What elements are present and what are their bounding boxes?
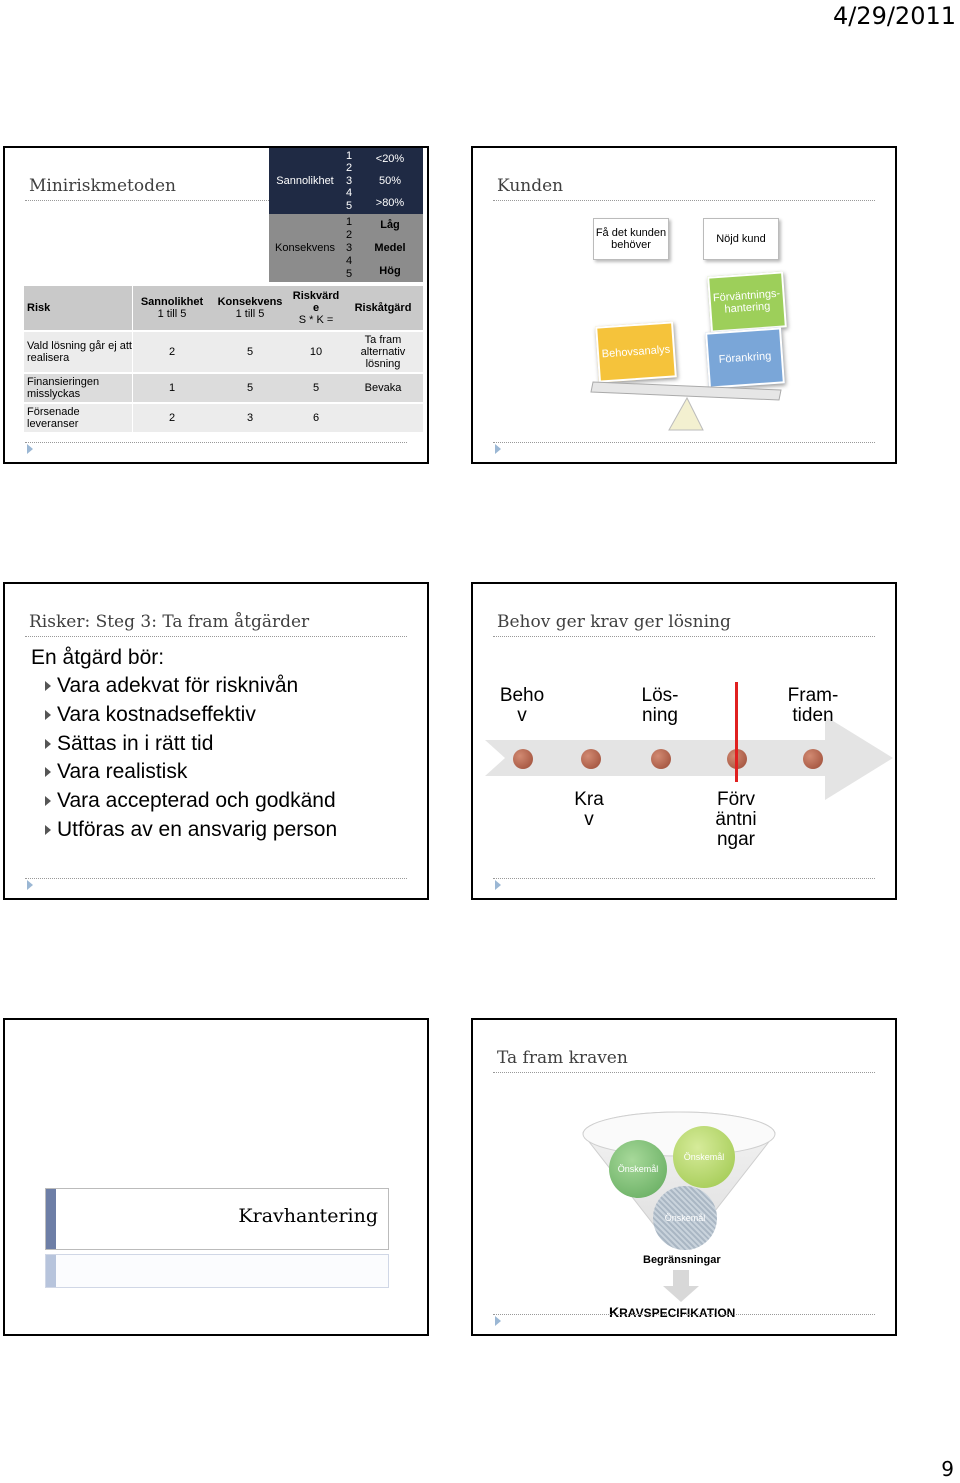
table-row-1-k: 5: [211, 332, 289, 372]
timeline-dot: [651, 749, 671, 769]
col-riskatgard-header: Riskåtgärd: [343, 286, 423, 330]
section-accent: [46, 1255, 56, 1287]
label-forvantningar: Förv äntni ngar: [715, 789, 757, 850]
scale-k-level-1: Låg: [357, 214, 423, 236]
scale-sannolikhet-label: Sannolikhet: [269, 148, 341, 214]
block-behovsanalys: Behovsanalys: [595, 321, 677, 382]
down-arrow-icon: [663, 1270, 699, 1304]
timeline-dot: [803, 749, 823, 769]
slide-title: Miniriskmetoden: [29, 176, 176, 196]
title-divider: [25, 636, 407, 637]
play-arrow-icon: [27, 444, 33, 454]
list-item: Vara realistisk: [45, 760, 187, 784]
list-item: Vara kostnadseffektiv: [45, 703, 256, 727]
title-divider: [493, 1072, 875, 1073]
constraint-label: Begränsningar: [643, 1254, 721, 1266]
scale-s-level-2: 50%: [357, 170, 423, 192]
table-row-3-atgard: [343, 404, 423, 432]
bullet-arrow-icon: [45, 681, 51, 691]
slide-kravhantering: [3, 1018, 429, 1336]
wish-circle-3: Önskemål: [653, 1186, 717, 1250]
timeline-dot: [513, 749, 533, 769]
scale-s-level-3: >80%: [357, 192, 423, 214]
table-row-1-atgard: Ta fram alternativ lösning: [343, 332, 423, 372]
slide-ta-fram-kraven: [471, 1018, 897, 1336]
col-riskvarde-header: Riskvärd e S * K =: [289, 286, 343, 330]
timeline-arrow: [485, 714, 895, 804]
result-label: KRAVSPECIFIKATION: [609, 1304, 736, 1320]
footer-divider: [25, 442, 407, 443]
label-losning: Lös- ning: [641, 685, 679, 726]
slide-kunden: [471, 146, 897, 464]
table-row-2-v: 5: [289, 374, 343, 402]
label-framtiden: Fram- tiden: [787, 685, 839, 726]
table-row-3-v: 6: [289, 404, 343, 432]
play-arrow-icon: [27, 880, 33, 890]
table-row-3-k: 3: [211, 404, 289, 432]
label-behov: Beho v: [499, 685, 545, 726]
play-arrow-icon: [495, 880, 501, 890]
lead-text: En åtgärd bör:: [31, 646, 165, 669]
table-row-1-v: 10: [289, 332, 343, 372]
col-risk-header-overlay: Risk: [24, 286, 132, 330]
scale-s-level-1: <20%: [357, 148, 423, 170]
current-marker: [735, 682, 738, 782]
list-item: Sättas in i rätt tid: [45, 732, 213, 756]
footer-divider: [493, 1314, 875, 1315]
list-item: Vara accepterad och godkänd: [45, 789, 336, 813]
slide-title: Kunden: [497, 176, 564, 196]
balance-scale-icon: [583, 370, 793, 432]
block-forvantningshantering: Förväntnings-hantering: [707, 271, 787, 332]
scale-k-level-2: Medel: [357, 236, 423, 260]
table-row-3-s: 2: [133, 404, 211, 432]
block-forankring: Förankring: [705, 327, 785, 388]
title-divider: [493, 636, 875, 637]
bullet-arrow-icon: [45, 767, 51, 777]
bullet-arrow-icon: [45, 825, 51, 835]
box-nojd-kund: Nöjd kund: [703, 218, 779, 260]
col-konsekvens-header: Konsekvens 1 till 5: [211, 286, 289, 330]
slide-title: Risker: Steg 3: Ta fram åtgärder: [29, 612, 310, 632]
table-row-1-s: 2: [133, 332, 211, 372]
play-arrow-icon: [495, 444, 501, 454]
scale-k-level-3: Hög: [357, 260, 423, 282]
section-title: Kravhantering: [238, 1205, 378, 1227]
table-row-3-risk-overlay: Försenade leveranser: [24, 404, 132, 432]
table-row-1-risk-overlay: Vald lösning går ej att realisera: [24, 332, 132, 372]
box-fa-det-kunden-behover: Få det kunden behöver: [593, 218, 669, 260]
timeline-dot: [581, 749, 601, 769]
footer-divider: [493, 442, 875, 443]
section-box-empty: [45, 1254, 389, 1288]
bullet-arrow-icon: [45, 710, 51, 720]
slide-title: Behov ger krav ger lösning: [497, 612, 731, 632]
header-date: 4/29/2011: [832, 2, 956, 30]
bullet-arrow-icon: [45, 739, 51, 749]
footer-divider: [493, 878, 875, 879]
table-row-2-risk-overlay: Finansieringen misslyckas: [24, 374, 132, 402]
play-arrow-icon: [495, 1316, 501, 1326]
table-row-2-k: 5: [211, 374, 289, 402]
title-divider: [493, 200, 875, 201]
wish-circle-1: Önskemål: [609, 1140, 667, 1198]
bullet-arrow-icon: [45, 796, 51, 806]
page-number: 9: [941, 1457, 954, 1481]
section-box: [45, 1188, 389, 1250]
slide-risker-steg-3: [3, 582, 429, 900]
list-item: Vara adekvat för risknivån: [45, 674, 298, 698]
col-sannolikhet-header: Sannolikhet 1 till 5: [133, 286, 211, 330]
wish-circle-2: Önskemål: [673, 1126, 735, 1188]
slide-behov-krav-losning: [471, 582, 897, 900]
table-row-2-s: 1: [133, 374, 211, 402]
list-item: Utföras av en ansvarig person: [45, 818, 337, 842]
scale-numbers-k: 1 2 3 4 5: [341, 214, 357, 282]
scale-numbers-s: 1 2 3 4 5: [341, 148, 357, 214]
table-row-2-atgard: Bevaka: [343, 374, 423, 402]
section-accent: [46, 1189, 56, 1249]
label-krav: Kra v: [574, 789, 604, 830]
slide-title: Ta fram kraven: [497, 1048, 628, 1068]
footer-divider: [25, 878, 407, 879]
scale-konsekvens-label: Konsekvens: [269, 214, 341, 282]
